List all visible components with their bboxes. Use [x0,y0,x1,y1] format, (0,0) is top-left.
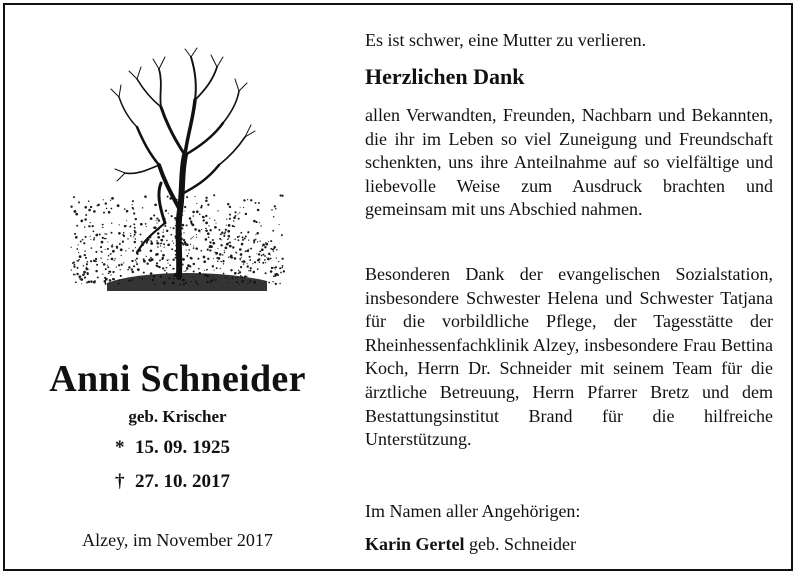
signer-name: Karin Gertel [365,534,465,554]
death-date: 27. 10. 2017 [135,471,230,492]
thanks-paragraph-2: Besonderen Dank der evangelischen Sozialstation, insbesondere Schwester Helena und Schwester Tatjana für die vorbildliche Pflege, der Tagesstätte der Rheinhessenfachklinik Alzey, insbesondere Frau Bettina Koch, Herrn Dr. Schneider mit seinem Team für die ärztliche Betreuung, Herrn Pfarrer Bretz und dem Bestattungsinstitut Brand für die hilfreiche Unterstützung. [365,264,773,450]
death-cross-icon: † [115,471,125,492]
obituary-card [3,3,793,571]
maiden-name: geb. Krischer [128,407,227,426]
signer-line [365,533,576,557]
place-date: Alzey, im November 2017 [82,530,273,550]
closing-line: Im Namen aller Angehörigen: [365,501,581,521]
deceased-name: Anni Schneider [49,358,306,400]
thanks-paragraph-1: allen Verwandten, Freunden, Nachbarn und Bekannten, die ihr im Leben so viel Zuneigung und Freundschaft schenkten, uns ihre Anteilnahme auf so vielfältige und liebevolle Weise zum Ausdruck brachten und gemeinsam mit uns Abschied nahmen. [365,105,773,220]
birth-star-icon: * [115,437,125,458]
tree-illustration [67,45,295,305]
death-line [115,471,230,493]
intro-line: Es ist schwer, eine Mutter zu verlieren. [365,30,647,50]
right-column [365,5,773,569]
left-column [5,5,350,569]
thanks-heading: Herzlichen Dank [365,64,525,89]
signer-suffix: geb. Schneider [464,534,576,554]
birth-line [115,437,230,459]
birth-date: 15. 09. 1925 [135,437,230,458]
